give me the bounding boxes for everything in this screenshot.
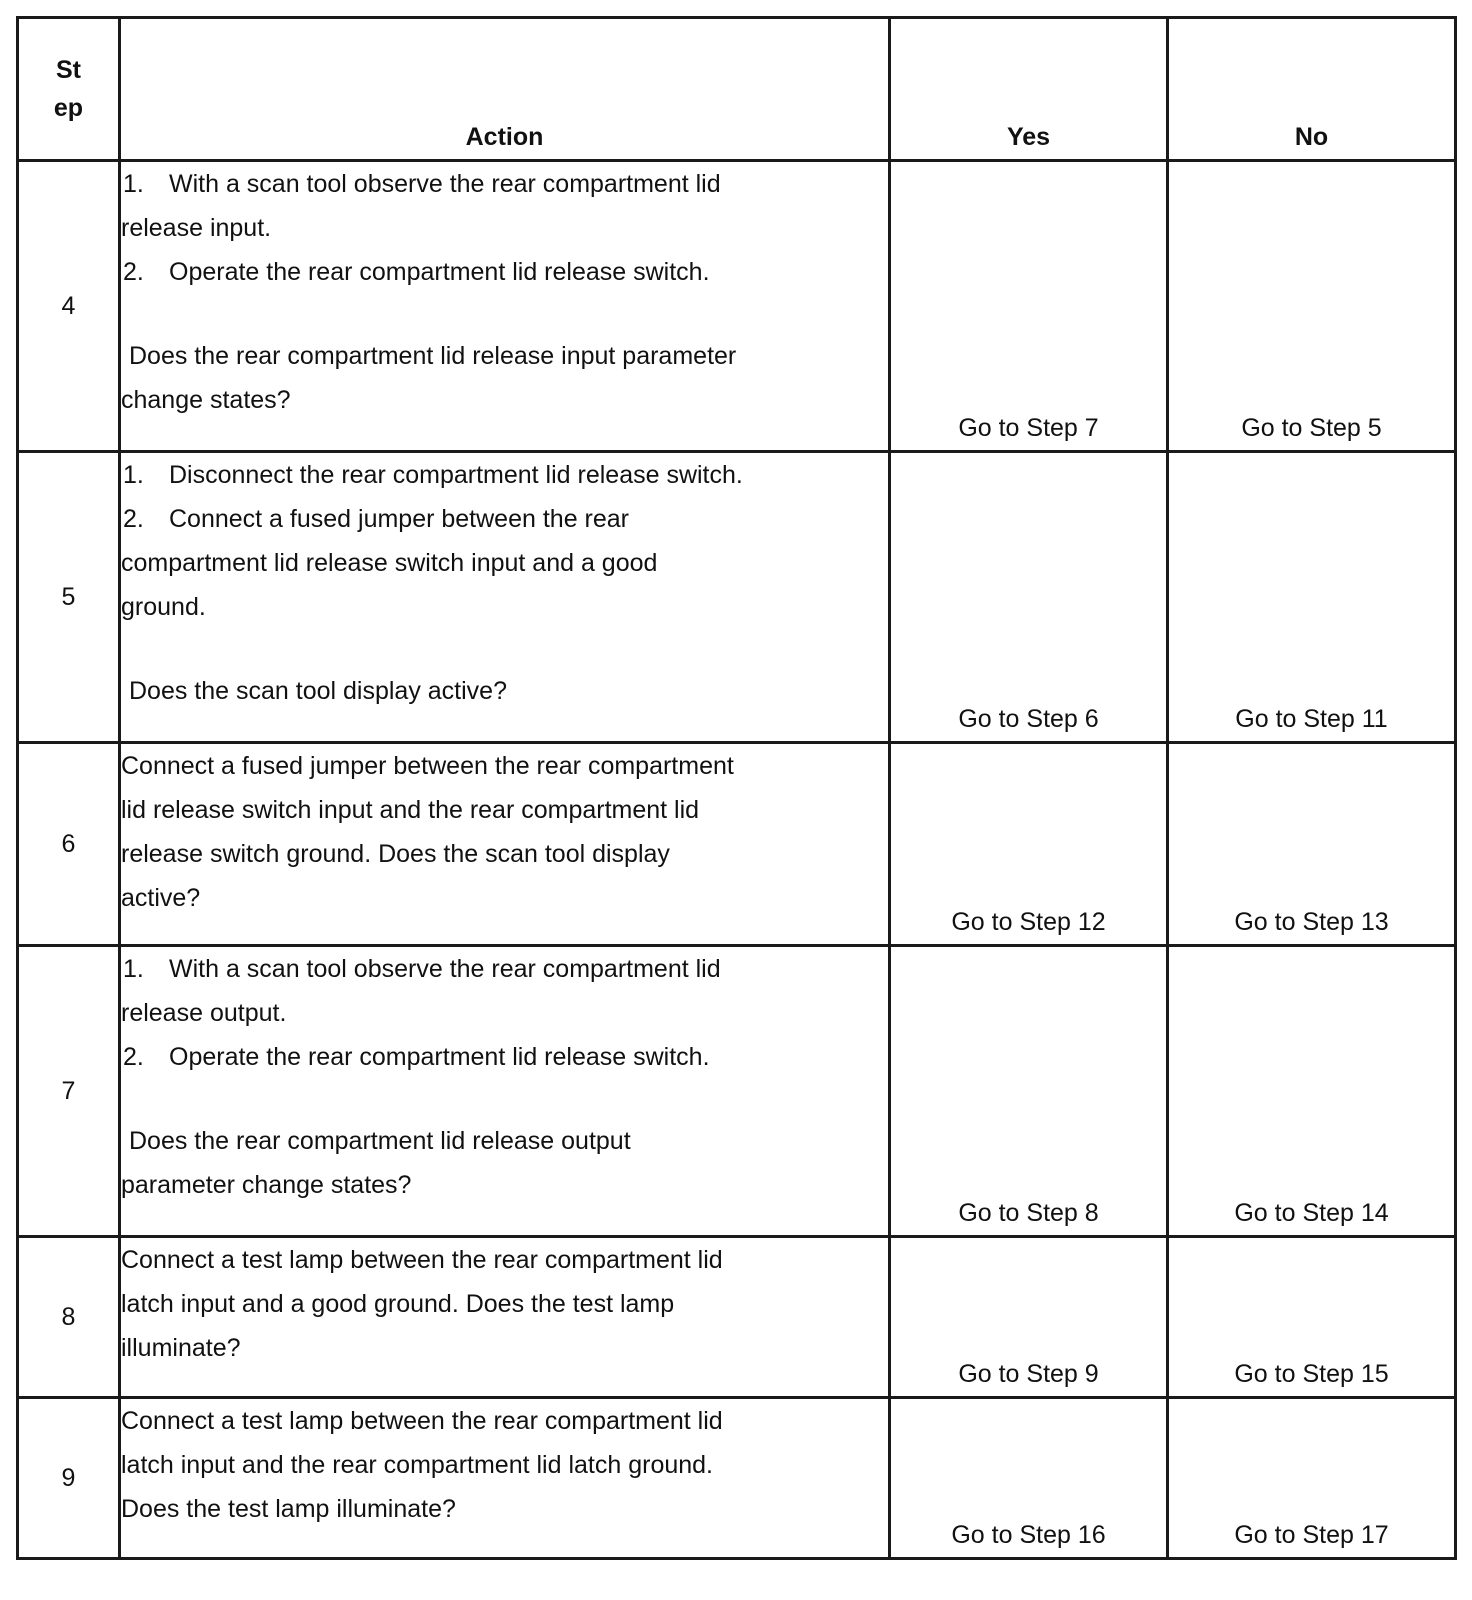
no-result: Go to Step 13 <box>1168 743 1456 946</box>
action-cell <box>120 1237 890 1398</box>
header-yes: Yes <box>890 18 1168 161</box>
table-row <box>18 1237 1456 1398</box>
action-line: Connect a test lamp between the rear compartment lid <box>121 1246 723 1274</box>
step-number: 7 <box>18 946 120 1237</box>
no-result: Go to Step 14 <box>1168 946 1456 1237</box>
yes-result: Go to Step 8 <box>890 946 1168 1237</box>
no-result: Go to Step 5 <box>1168 161 1456 452</box>
header-no: No <box>1168 18 1456 161</box>
question-line: Does the scan tool display active? <box>129 677 507 705</box>
action-line: Does the test lamp illuminate? <box>121 1495 456 1523</box>
list-item: 2. Connect a fused jumper between the rear <box>123 505 629 533</box>
yes-result: Go to Step 9 <box>890 1237 1168 1398</box>
step-number: 9 <box>18 1398 120 1559</box>
action-line: lid release switch input and the rear compartment lid <box>121 796 700 824</box>
list-item: 2. Operate the rear compartment lid release switch. <box>123 1043 710 1071</box>
step-number: 5 <box>18 452 120 743</box>
header-step-line2: ep <box>53 94 84 122</box>
yes-result: Go to Step 6 <box>890 452 1168 743</box>
question-line: Does the rear compartment lid release output <box>129 1127 631 1155</box>
table-row <box>18 946 1456 1237</box>
no-result: Go to Step 15 <box>1168 1237 1456 1398</box>
list-item: 1. With a scan tool observe the rear compartment lid <box>123 955 721 983</box>
no-result: Go to Step 11 <box>1168 452 1456 743</box>
action-line: latch input and a good ground. Does the test lamp <box>121 1290 675 1318</box>
yes-result: Go to Step 12 <box>890 743 1168 946</box>
list-item: 1. With a scan tool observe the rear compartment lid <box>123 170 721 198</box>
action-cell <box>120 1398 890 1559</box>
list-item: 2. Operate the rear compartment lid release switch. <box>123 258 710 286</box>
table-row <box>18 161 1456 452</box>
step-number: 8 <box>18 1237 120 1398</box>
action-cell <box>120 161 890 452</box>
yes-result: Go to Step 7 <box>890 161 1168 452</box>
header-action: Action <box>120 18 890 161</box>
action-line: Connect a fused jumper between the rear compartment <box>121 752 734 780</box>
no-result: Go to Step 17 <box>1168 1398 1456 1559</box>
question-line: parameter change states? <box>121 1171 412 1199</box>
yes-result: Go to Step 16 <box>890 1398 1168 1559</box>
step-number: 4 <box>18 161 120 452</box>
list-item-continuation: compartment lid release switch input and a good <box>121 549 658 577</box>
action-cell <box>120 452 890 743</box>
list-item-continuation: release output. <box>121 999 287 1027</box>
action-line: Connect a test lamp between the rear compartment lid <box>121 1407 723 1435</box>
question-line: change states? <box>121 386 291 414</box>
list-item-continuation: ground. <box>121 593 206 621</box>
header-step-line1: St <box>56 56 81 84</box>
table-row <box>18 743 1456 946</box>
question-line: Does the rear compartment lid release input parameter <box>129 342 737 370</box>
header-row <box>18 18 1456 161</box>
action-line: latch input and the rear compartment lid latch ground. <box>121 1451 714 1479</box>
action-line: release switch ground. Does the scan tool display <box>121 840 670 868</box>
list-item: 1. Disconnect the rear compartment lid release switch. <box>123 461 743 489</box>
table-row <box>18 1398 1456 1559</box>
action-line: illuminate? <box>121 1334 241 1362</box>
diagnostic-table <box>16 16 1457 1560</box>
action-cell <box>120 743 890 946</box>
step-number: 6 <box>18 743 120 946</box>
list-item-continuation: release input. <box>121 214 272 242</box>
header-step <box>18 18 120 161</box>
table-row <box>18 452 1456 743</box>
action-cell <box>120 946 890 1237</box>
action-line: active? <box>121 884 201 912</box>
